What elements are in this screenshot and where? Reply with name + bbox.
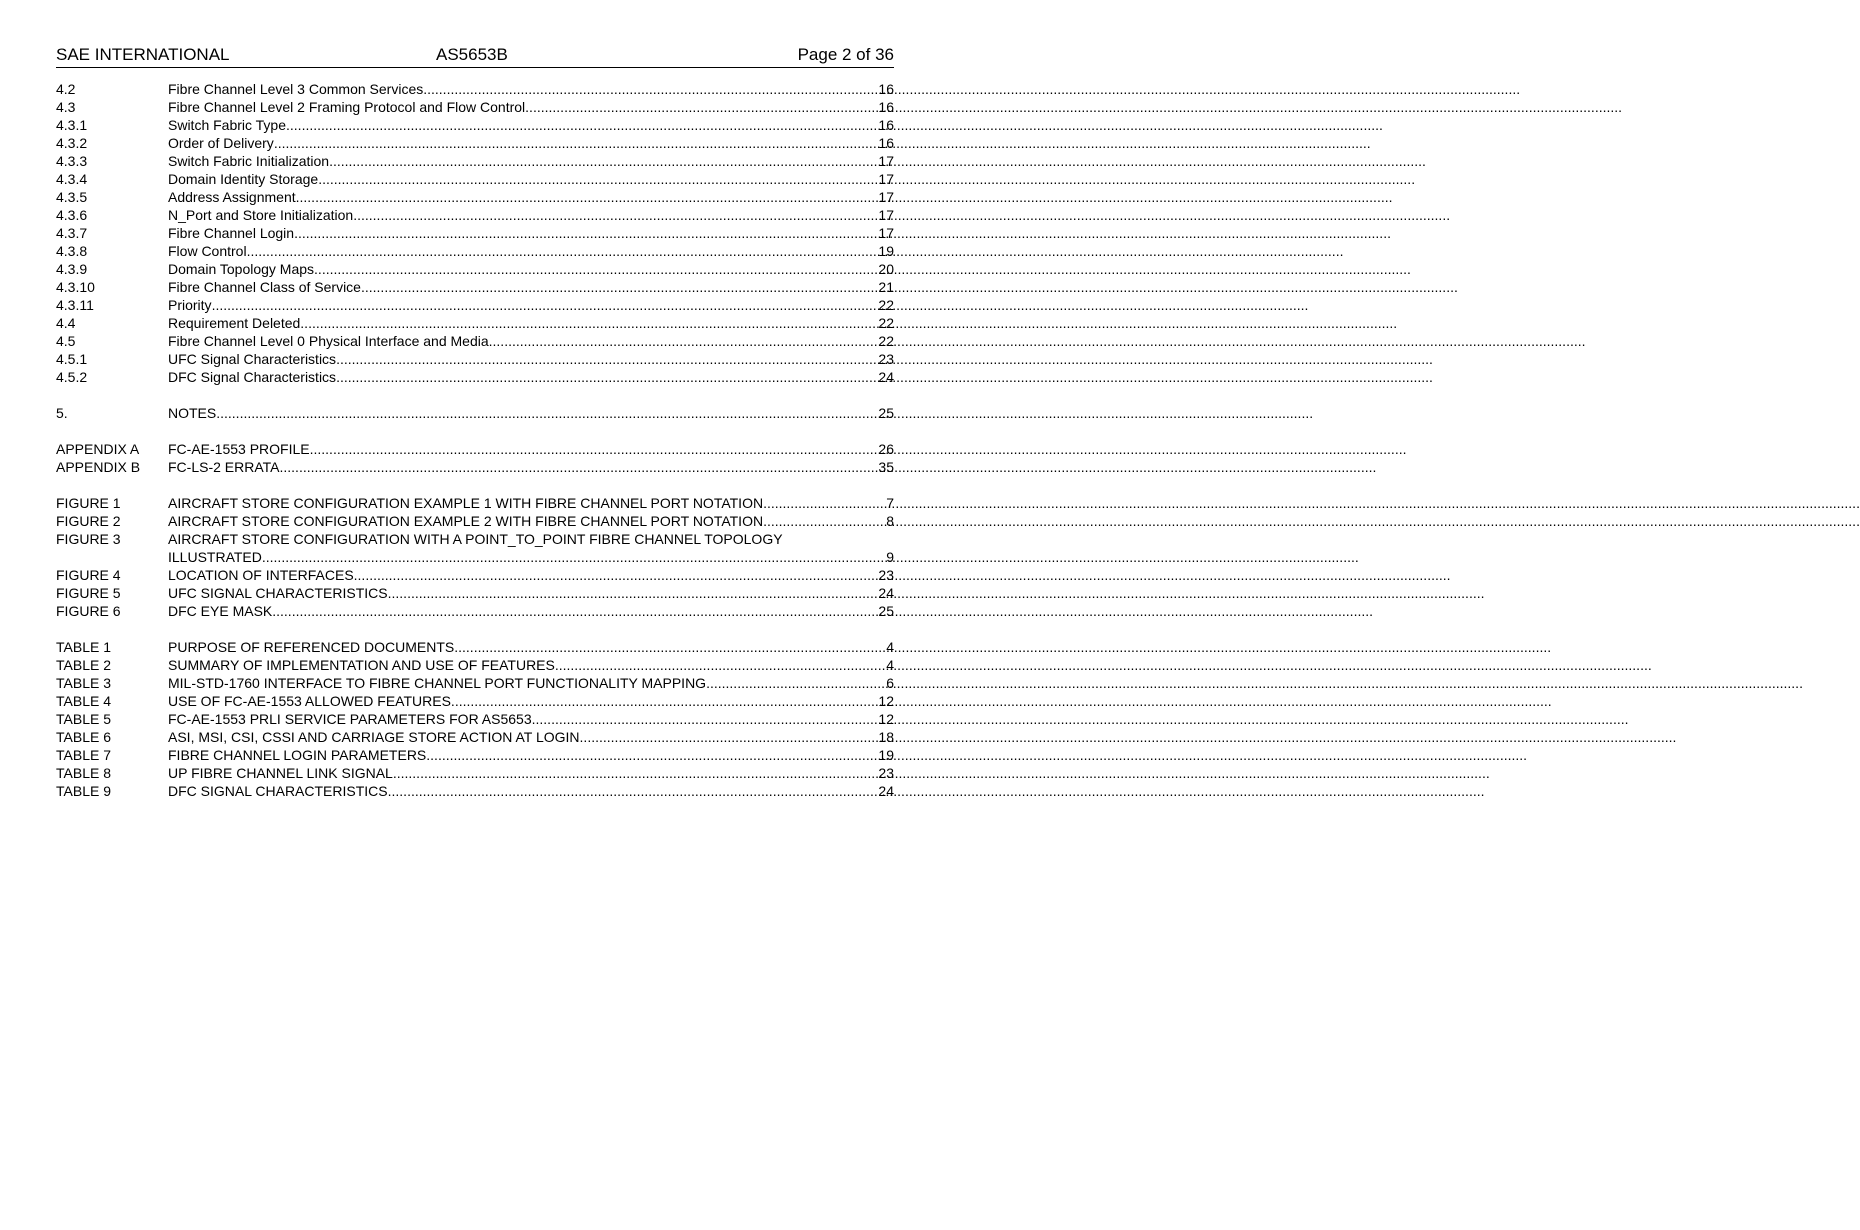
toc-entry[interactable] <box>56 134 894 152</box>
toc-entry[interactable] <box>56 206 894 224</box>
toc-entry-page: 22 <box>878 315 894 331</box>
toc-leader <box>706 674 884 692</box>
toc-leader <box>388 584 877 602</box>
toc-leader <box>354 566 877 584</box>
table-of-contents <box>56 80 894 800</box>
toc-leader <box>423 80 876 98</box>
toc-entry-number: TABLE 5 <box>56 711 111 727</box>
toc-entry-page: 21 <box>878 279 894 295</box>
toc-entry-title: Domain Topology Maps <box>168 261 315 277</box>
toc-entry[interactable] <box>56 782 894 800</box>
toc-entry-page: 19 <box>878 243 894 259</box>
toc-leader <box>336 368 876 386</box>
toc-leader <box>262 548 884 566</box>
toc-entry-page: 16 <box>878 99 894 115</box>
toc-entry[interactable] <box>56 512 894 530</box>
toc-entry-number: 4.2 <box>56 81 76 97</box>
toc-entry-number: 4.3.10 <box>56 279 95 295</box>
toc-entry[interactable] <box>56 116 894 134</box>
toc-entry[interactable] <box>56 152 894 170</box>
toc-entry-number: TABLE 6 <box>56 729 111 745</box>
toc-entry-number: APPENDIX B <box>56 459 141 475</box>
toc-leader <box>296 188 877 206</box>
toc-entry-title: FC-LS-2 ERRATA <box>168 459 280 475</box>
toc-entry-title: NOTES <box>168 405 217 421</box>
toc-leader <box>525 98 876 116</box>
toc-entry-page: 17 <box>878 189 894 205</box>
toc-entry-title: AIRCRAFT STORE CONFIGURATION EXAMPLE 1 WITH FIBRE CHANNEL PORT NOTATION <box>168 495 764 511</box>
toc-entry-title: UP FIBRE CHANNEL LINK SIGNAL <box>168 765 393 781</box>
toc-entry-title: AIRCRAFT STORE CONFIGURATION EXAMPLE 2 WITH FIBRE CHANNEL PORT NOTATION <box>168 513 764 529</box>
toc-entry[interactable] <box>56 170 894 188</box>
toc-entry-page: 7 <box>886 495 894 511</box>
toc-entry[interactable] <box>56 260 894 278</box>
toc-entry[interactable] <box>56 674 894 692</box>
toc-entry[interactable] <box>56 278 894 296</box>
toc-entry-number: FIGURE 4 <box>56 567 121 583</box>
toc-leader <box>555 656 884 674</box>
toc-entry-title: Fibre Channel Level 0 Physical Interface and Media <box>168 333 489 349</box>
toc-leader <box>300 314 876 332</box>
toc-entry-page: 12 <box>878 693 894 709</box>
header-page-number: Page 2 of 36 <box>797 45 894 64</box>
toc-entry[interactable] <box>56 746 894 764</box>
toc-entry-number: 4.5 <box>56 333 76 349</box>
toc-entry-page: 35 <box>878 459 894 475</box>
toc-leader <box>294 224 876 242</box>
toc-entry-number: 4.3.6 <box>56 207 88 223</box>
toc-leader <box>274 134 877 152</box>
toc-entry-page: 24 <box>878 585 894 601</box>
toc-entry-title: Flow Control <box>168 243 247 259</box>
toc-entry[interactable] <box>56 764 894 782</box>
toc-entry-title: FC-AE-1553 PRLI SERVICE PARAMETERS FOR AS5653 <box>168 711 532 727</box>
toc-entry-number: 4.3.2 <box>56 135 88 151</box>
toc-entry-title: LOCATION OF INTERFACES <box>168 567 354 583</box>
toc-entry-title: PURPOSE OF REFERENCED DOCUMENTS <box>168 639 455 655</box>
toc-leader <box>489 332 877 350</box>
toc-leader <box>361 278 876 296</box>
toc-entry-number: 4.5.1 <box>56 351 88 367</box>
toc-entry-number: 4.3.9 <box>56 261 88 277</box>
toc-entry[interactable] <box>56 440 894 458</box>
toc-entry[interactable] <box>56 638 894 656</box>
toc-entry-number: FIGURE 1 <box>56 495 121 511</box>
toc-leader <box>532 710 877 728</box>
toc-entry-number: TABLE 2 <box>56 657 111 673</box>
toc-leader <box>276 602 876 620</box>
toc-entry-title: FIBRE CHANNEL LOGIN PARAMETERS. <box>168 747 431 763</box>
toc-entry[interactable] <box>56 350 894 368</box>
toc-entry-page: 12 <box>878 711 894 727</box>
toc-entry-title: N_Port and Store Initialization <box>168 207 354 223</box>
toc-entry-number: FIGURE 2 <box>56 513 121 529</box>
toc-entry[interactable] <box>56 692 894 710</box>
toc-entry[interactable] <box>56 728 894 746</box>
toc-entry-page: 18 <box>878 729 894 745</box>
toc-entry-number: APPENDIX A <box>56 441 140 457</box>
toc-entry-page: 17 <box>878 153 894 169</box>
toc-entry[interactable] <box>56 332 894 350</box>
toc-entry-title: DFC EYE MASK. <box>168 603 277 619</box>
toc-leader <box>454 638 884 656</box>
toc-entry-title: Fibre Channel Level 2 Framing Protocol and Flow Control <box>168 99 526 115</box>
toc-entry-title: ASI, MSI, CSI, CSSI AND CARRIAGE STORE ACTION AT LOGIN <box>168 729 580 745</box>
toc-entry-page: 19 <box>878 747 894 763</box>
toc-entry-page: 25 <box>878 405 894 421</box>
toc-entry-title: Address Assignment <box>168 189 296 205</box>
toc-entry-title: Domain Identity Storage <box>168 171 319 187</box>
toc-entry[interactable] <box>56 530 894 548</box>
toc-leader <box>280 458 877 476</box>
toc-leader <box>455 692 877 710</box>
toc-entry-number: TABLE 4 <box>56 693 111 709</box>
toc-entry-page: 26 <box>878 441 894 457</box>
toc-entry-title: Fibre Channel Class of Service <box>168 279 361 295</box>
toc-entry-page: 6 <box>886 675 894 691</box>
toc-entry-page: 9 <box>886 549 894 565</box>
toc-entry-title: DFC Signal Characteristics <box>168 369 337 385</box>
toc-entry[interactable] <box>56 584 894 602</box>
toc-entry[interactable] <box>56 710 894 728</box>
toc-entry-page: 23 <box>878 351 894 367</box>
toc-entry-number: TABLE 9 <box>56 783 111 799</box>
toc-leader <box>393 764 877 782</box>
toc-entry-page: 25 <box>878 603 894 619</box>
toc-leader <box>314 260 876 278</box>
toc-entry[interactable] <box>56 566 894 584</box>
toc-entry-page: 24 <box>878 783 894 799</box>
toc-leader <box>318 170 876 188</box>
toc-entry[interactable] <box>56 224 894 242</box>
toc-entry[interactable] <box>56 98 894 116</box>
toc-entry-number: FIGURE 6 <box>56 603 121 619</box>
toc-entry[interactable] <box>56 404 894 422</box>
toc-entry-number: 4.3.11 <box>56 297 94 313</box>
toc-entry-page: 16 <box>878 81 894 97</box>
toc-entry-page: 22 <box>878 333 894 349</box>
toc-entry-number: TABLE 1 <box>56 639 111 655</box>
toc-leader <box>212 296 877 314</box>
toc-leader <box>580 728 877 746</box>
toc-leader <box>763 494 884 512</box>
toc-entry-page: 8 <box>886 513 894 529</box>
toc-entry-page: 16 <box>878 135 894 151</box>
toc-entry[interactable] <box>56 242 894 260</box>
toc-entry-number: TABLE 7 <box>56 747 111 763</box>
toc-leader <box>336 350 876 368</box>
toc-entry-title: SUMMARY OF IMPLEMENTATION AND USE OF FEATURES <box>168 657 555 673</box>
toc-entry[interactable] <box>56 368 894 386</box>
toc-entry-title: DFC SIGNAL CHARACTERISTICS <box>168 783 388 799</box>
header-document-number: AS5653B <box>436 45 508 64</box>
toc-entry-page: 20 <box>878 261 894 277</box>
toc-entry[interactable] <box>56 458 894 476</box>
toc-entry-title: UFC SIGNAL CHARACTERISTICS <box>168 585 388 601</box>
toc-entry[interactable] <box>56 188 894 206</box>
toc-entry-number: 4.3.4 <box>56 171 88 187</box>
toc-entry-page: 22 <box>878 297 894 313</box>
toc-entry-title: Switch Fabric Type <box>168 117 287 133</box>
toc-leader <box>247 242 877 260</box>
toc-entry-number: 4.3 <box>56 99 76 115</box>
toc-entry-number: 4.3.1 <box>56 117 88 133</box>
toc-leader <box>216 404 876 422</box>
toc-entry[interactable] <box>56 602 894 620</box>
toc-entry-page: 16 <box>878 117 894 133</box>
toc-entry-number: FIGURE 3 <box>56 531 121 547</box>
toc-entry-page: 17 <box>878 171 894 187</box>
toc-leader <box>430 746 876 764</box>
toc-entry-title: Order of Delivery <box>168 135 274 151</box>
toc-entry[interactable] <box>56 314 894 332</box>
toc-entry[interactable] <box>56 80 894 98</box>
toc-leader <box>388 782 877 800</box>
toc-entry-number: 4.3.8 <box>56 243 88 259</box>
toc-entry-title: Switch Fabric Initialization <box>168 153 330 169</box>
toc-entry-number: 4.4 <box>56 315 76 331</box>
toc-entry-number: 4.5.2 <box>56 369 88 385</box>
toc-entry-number: FIGURE 5 <box>56 585 121 601</box>
toc-entry-title: MIL-STD-1760 INTERFACE TO FIBRE CHANNEL PORT FUNCTIONALITY MAPPING <box>168 675 707 691</box>
toc-entry-title: Priority <box>168 297 212 313</box>
toc-leader <box>310 440 877 458</box>
toc-entry-title: Requirement Deleted <box>168 315 301 331</box>
toc-entry-page: 23 <box>878 567 894 583</box>
toc-entry-page: 4 <box>886 639 894 655</box>
toc-leader <box>353 206 876 224</box>
toc-entry-title: FC-AE-1553 PROFILE <box>168 441 310 457</box>
toc-entry-title: Fibre Channel Login <box>168 225 295 241</box>
toc-entry-number: TABLE 3 <box>56 675 111 691</box>
toc-entry-number: 4.3.7 <box>56 225 88 241</box>
toc-entry-page: 17 <box>878 207 894 223</box>
toc-entry[interactable] <box>56 656 894 674</box>
page-header <box>56 45 894 68</box>
toc-leader <box>286 116 876 134</box>
toc-entry-page: 24 <box>878 369 894 385</box>
toc-entry-title: UFC Signal Characteristics <box>168 351 337 367</box>
toc-entry-title: ILLUSTRATED <box>168 549 262 565</box>
toc-leader <box>763 512 884 530</box>
toc-entry-page: 4 <box>886 657 894 673</box>
header-organization: SAE INTERNATIONAL <box>56 45 230 64</box>
toc-entry-title: Fibre Channel Level 3 Common Services <box>168 81 424 97</box>
toc-entry-number: 4.3.5 <box>56 189 88 205</box>
toc-entry[interactable] <box>56 494 894 512</box>
toc-entry-title: AIRCRAFT STORE CONFIGURATION WITH A POINT_TO_POINT FIBRE CHANNEL TOPOLOGY <box>168 531 783 547</box>
toc-entry-title: USE OF FC-AE-1553 ALLOWED FEATURES. <box>168 693 455 709</box>
toc-entry[interactable] <box>56 296 894 314</box>
toc-entry-number: 4.3.3 <box>56 153 88 169</box>
toc-entry-continuation[interactable] <box>56 548 894 566</box>
toc-leader <box>329 152 876 170</box>
toc-entry-page: 17 <box>878 225 894 241</box>
toc-entry-number: TABLE 8 <box>56 765 111 781</box>
toc-entry-number: 5. <box>56 405 68 421</box>
toc-entry-page: 23 <box>878 765 894 781</box>
